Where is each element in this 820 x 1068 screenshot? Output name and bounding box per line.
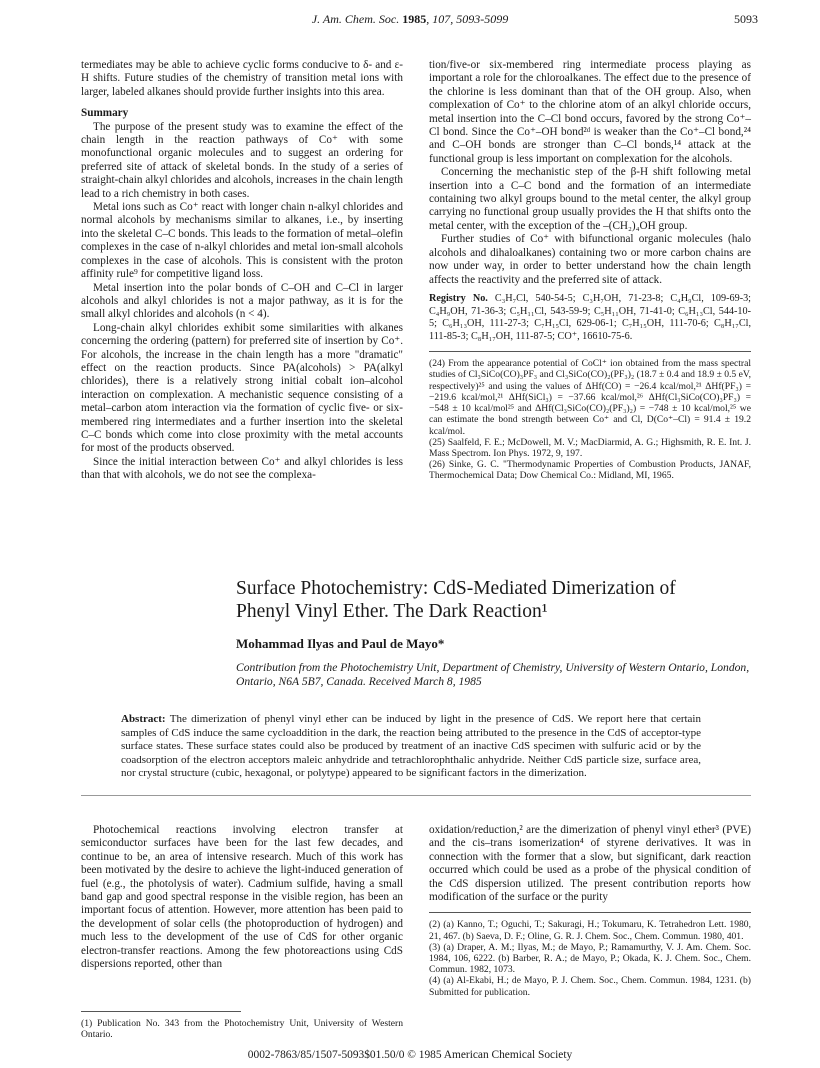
title-line: Phenyl Vinyl Ether. The Dark Reaction¹ xyxy=(236,601,548,622)
authors: Mohammad Ilyas and Paul de Mayo* xyxy=(236,636,445,651)
registry-numbers xyxy=(429,293,751,343)
right-column-top xyxy=(429,59,751,482)
paragraph: Photochemical reactions involving electron transfer at semiconductor surfaces have been for the last few decades, and continue to be, an area of intensive research. Much of this work has been motivated by the desire to achieve the light-induced generation of fuel (e.g., the photolysis of water). Cadmium sulfide, having a small band gap and good spectral response in the visible region, has been an important focus of attention. However, more attention has been paid to the development of solar cells (the photoproduction of hydrogen) and much less to the development of the use of CdS for other organic electron-transfer reactions. Among the few photoreactions using CdS dispersions reported, other than xyxy=(81,824,403,971)
journal-year: 1985 xyxy=(402,12,427,26)
paragraph: The purpose of the present study was to examine the effect of the chain length in the reaction pathways of Co⁺ with some monofunctional organic molecules and to suggest an ordering for preferred site of attack of skeletal bonds. In the study of a series of straight-chain alkyl chlorides and alcohols, increases in the chain length lead to a rich chemistry in both cases. xyxy=(81,120,403,200)
registry-label: Registry No. xyxy=(429,292,488,304)
footnote-divider xyxy=(81,1011,241,1012)
paragraph: oxidation/reduction,² are the dimerization of phenyl vinyl ether³ (PVE) and the cis–trans isomerization⁴ of styrene derivatives. It was in connection with the former that a slow, but significant, dark reaction occurred which could be used as a probe of the physical condition of the CdS dispersion utilized. The present contribution reports how modification of the surface or the purity xyxy=(429,824,751,904)
abstract-label: Abstract: xyxy=(121,713,166,725)
footnote: (4) (a) Al-Ekabi, H.; de Mayo, P. J. Chem. Soc., Chem. Commun. 1984, 1231. (b) Submitted for publication. xyxy=(429,975,751,998)
running-head xyxy=(60,12,760,32)
journal-volume-pages: , 107, 5093-5099 xyxy=(426,12,509,26)
registry-text: C₃H₇Cl, 540-54-5; C₃H₇OH, 71-23-8; C₄H₉Cl, 109-69-3; C₄H₉OH, 71-36-3; C₅H₁₁Cl, 543-59-9; C₅H₁₁OH, 71-41-0; C₆H₁₃Cl, 544-10-5; C₆H₁₃OH, 111-27-3; C₇H₁₅Cl, 629-06-1; C₇H₁₅OH, 111-70-6; C₈H₁₇Cl, 111-85-3; C₈H₁₇OH, 111-87-5; CO⁺, 16610-75-6. xyxy=(429,292,752,342)
section-divider xyxy=(81,795,751,796)
abstract xyxy=(121,713,701,781)
affiliation: Contribution from the Photochemistry Unit, Department of Chemistry, University of Western Ontario, London, Ontario, N6A 5B7, Canada. Received March 8, 1985 xyxy=(236,661,750,688)
left-footnotes xyxy=(81,1003,403,1040)
footnote: (3) (a) Draper, A. M.; Ilyas, M.; de Mayo, P.; Ramamurthy, V. J. Am. Chem. Soc. 1984, 106, 6222. (b) Barber, R. A.; de Mayo, P.; Okada, K. J. Chem. Soc., Chem. Commun. 1982, 1073. xyxy=(429,941,751,976)
left-column-bottom xyxy=(81,824,403,971)
abstract-text: The dimerization of phenyl vinyl ether can be induced by light in the presence of CdS. We report here that certain samples of CdS induce the same cycloaddition in the dark, the reaction being attributed to the presence in the CdS of acceptor-type surface states. These surface states could also be produced by treatment of an inactive CdS specimen with sulfuric acid or by the coadsorption of the electron acceptors maleic anhydride and tetrachlorophthalic anhydride. Neither CdS particle size, surface area, nor crystal structure (cubic, hexagonal, or polytype) appeared to be significant factors in the dimerization. xyxy=(121,713,701,780)
paragraph: Concerning the mechanistic step of the β-H shift following metal insertion into a C–C bond and the formation of an intermediate containing two alkyl groups bound to the metal center, the alkyl group carrying no functional group usually provides the H that shifts onto the metal center, with the exception of the –(CH₂)₄OH group. xyxy=(429,166,751,232)
left-column-top xyxy=(81,59,403,483)
footnote-divider xyxy=(429,912,751,913)
journal-name: J. Am. Chem. Soc. xyxy=(311,12,400,26)
copyright-footer: 0002-7863/85/1507-5093$01.50/0 © 1985 American Chemical Society xyxy=(247,1049,573,1061)
title-line: Surface Photochemistry: CdS-Mediated Dimerization of xyxy=(236,578,676,599)
footnote: (26) Sinke, G. C. "Thermodynamic Properties of Combustion Products, JANAF, Thermochemical Data; Dow Chemical Co.: Midland, MI, 1965. xyxy=(429,459,751,482)
paragraph: tion/five-or six-membered ring intermediate process playing as important a role for the chloroalkanes. The effect due to the presence of the chlorine is less dominant than that of the OH group. Also, when complexation of Co⁺ to the chlorine atom of an alkyl chloride occurs, metal insertion into the C–Cl bond occurs, favored by the strong Co⁺–Cl bond. Since the Co⁺–OH bond²ᵈ is weaker than the Co⁺–Cl bond,²⁴ and C–OH bonds are stronger than C–Cl bonds,¹⁴ attack at the functional group is less important on complexation for the alcohols. xyxy=(429,59,751,165)
paragraph: termediates may be able to achieve cyclic forms conducive to δ- and ε-H shifts. Future studies of the chemistry of transition metal ions with larger, labeled alkanes should provide further insights into this area. xyxy=(81,59,403,98)
footnote: (1) Publication No. 343 from the Photochemistry Unit, University of Western Ontario. xyxy=(81,1018,403,1041)
footnote: (25) Saalfeld, F. E.; McDowell, M. V.; MacDiarmid, A. G.; Highsmith, R. E. Int. J. Mass Spectrom. Ion Phys. 1972, 9, 197. xyxy=(429,436,751,459)
paragraph: Long-chain alkyl chlorides exhibit some similarities with alkanes concerning the ordering (pattern) for preferred site of insertion by Co⁺. For alcohols, the increase in the chain length has a more "dramatic" effect on the reaction products. Since PA(alcohols) > PA(alkyl chlorides), there is a relatively strong initial cobalt ion–alcohol interaction on complexation. A mechanistic sequence consisting of a metal–carbon atom interaction via the formation of cyclic five- or six-membered ring intermediates and a further insertion into the skeletal C–C bonds which come into close proximity with the metal accounts for most of the products observed. xyxy=(81,321,403,455)
paragraph: Metal insertion into the polar bonds of C–OH and C–Cl in larger alcohols and alkyl chlorides is not a major pathway, as it is for the small alkyl chlorides and alcohols (n < 4). xyxy=(81,281,403,321)
summary-heading: Summary xyxy=(81,107,129,120)
paragraph: Metal ions such as Co⁺ react with longer chain n-alkyl chlorides and normal alcohols by mechanisms similar to alkanes, i.e., by inserting into the skeletal C–C bonds. This leads to the formation of metal–olefin complexes in the case of n-alkyl chlorides and metal ion-small alcohols complexes in the case of alcohols. This is consistent with the proton affinity rule⁹ for competitive ligand loss. xyxy=(81,201,403,281)
paragraph: Further studies of Co⁺ with bifunctional organic molecules (halo alcohols and dihaloalkanes) containing two or more carbon chains are now under way, in order to better understand how the chain length affects the reactivity and the preferred site of attack. xyxy=(429,233,751,286)
footnote-divider xyxy=(429,351,751,352)
footnote: (24) From the appearance potential of CoCl⁺ ion obtained from the mass spectral studies of Cl₃SiCo(CO)₃PF₃ and Cl₃SiCo(CO)₂(PF₃)₂ (18.7 ± 0.4 and 18.9 ± 0.5 eV, respectively)²⁵ and using the values of ΔHf(CO) = −26.4 kcal/mol,²¹ ΔHf(PF₃) = −219.6 kcal/mol,²¹ ΔHf(SiCl₃) = −37.66 kcal/mol,²⁶ ΔHf(Cl₃SiCo(CO)₃PF₃) = −548 ± 10 kcal/mol²⁵ and ΔHf(Cl₃SiCo(CO)₂(PF₃)₂) = −748 ± 10 kcal/mol,²⁵ we can estimate the bond strength between Co⁺ and Cl, D(Co⁺–Cl) = 91.4 ± 19.2 kcal/mol. xyxy=(429,358,751,437)
footnote: (2) (a) Kanno, T.; Oguchi, T.; Sakuragi, H.; Tokumaru, K. Tetrahedron Lett. 1980, 21, 467. (b) Saeva, D. F.; Oline, G. R. J. Chem. Soc., Chem. Commun. 1980, 401. xyxy=(429,919,751,942)
article-title xyxy=(236,577,756,623)
page-number: 5093 xyxy=(734,12,758,26)
right-column-bottom xyxy=(429,824,751,998)
paragraph: Since the initial interaction between Co⁺ and alkyl chlorides is less than that with alcohols, we do not see the complexa- xyxy=(81,455,403,482)
